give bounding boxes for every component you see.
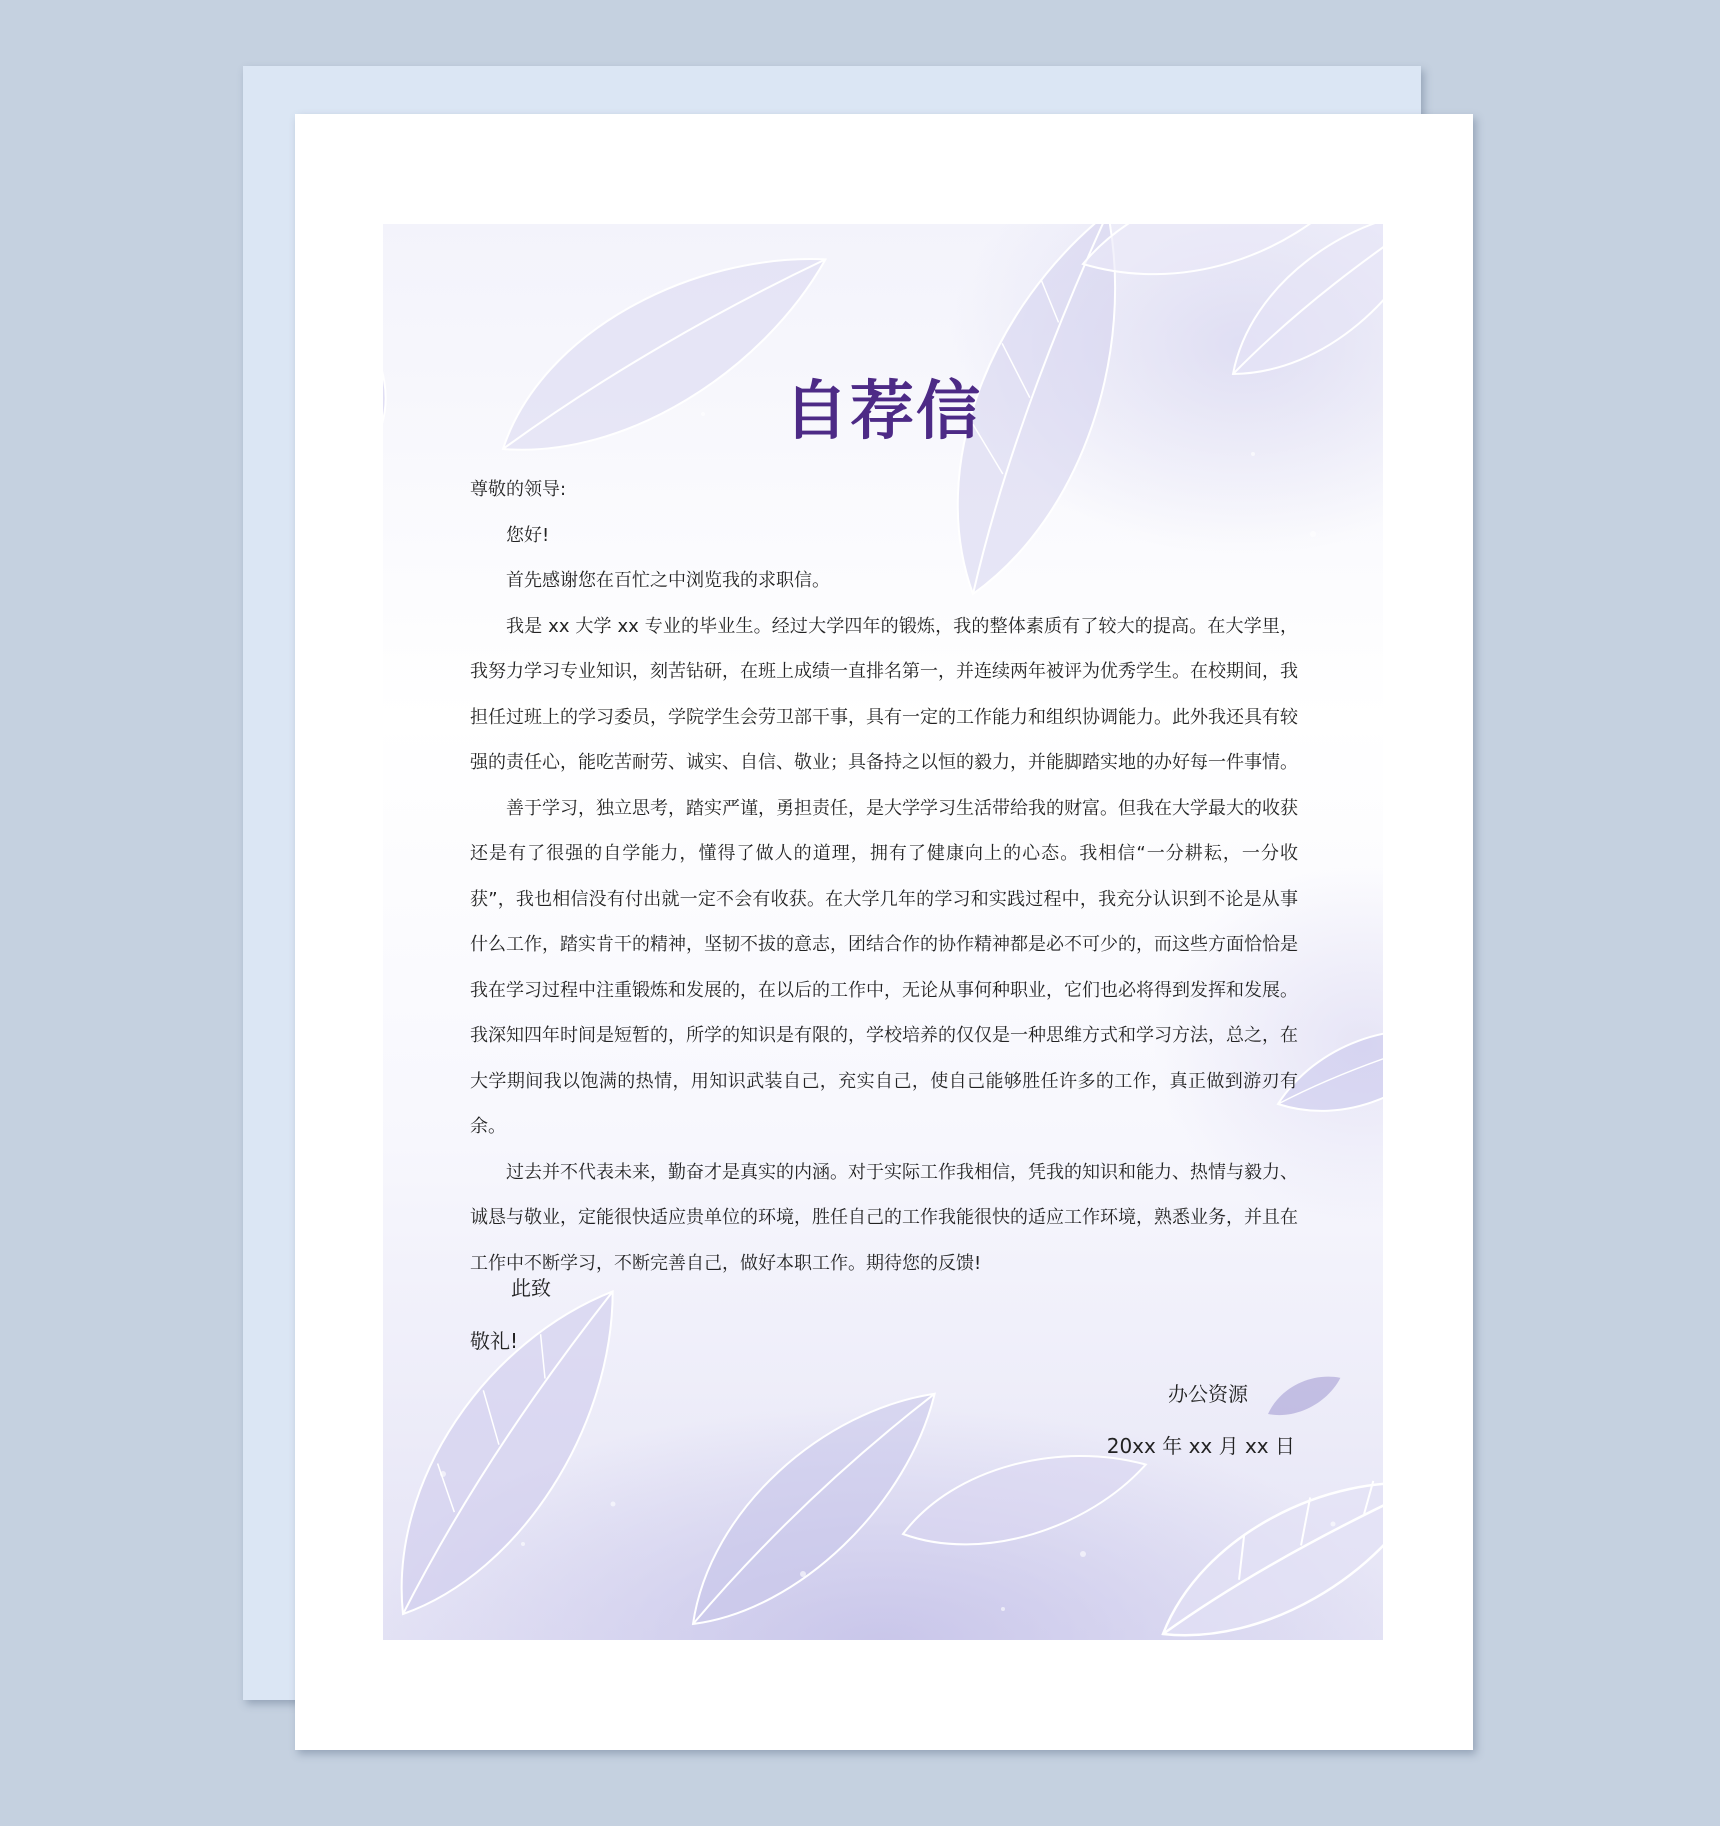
front-sheet: [295, 114, 1473, 1750]
letter-title: 自荐信: [784, 375, 982, 449]
paragraph-1: 首先感谢您在百忙之中浏览我的求职信。: [506, 570, 830, 591]
paragraph-2: 我是 xx 大学 xx 专业的毕业生。经过大学四年的锻炼，我的整体素质有了较大的提高。在大学里，我努力学习专业知识，刻苦钻研，在班上成绩一直排名第一，并连续两年被评为优秀学生。在校期间，我担任过班上的学习委员，学院学生会劳卫部干事，具有一定的工作能力和组织协调能力。此外我还具有较强的责任心，能吃苦耐劳、诚实、自信、敬业；具备持之以恒的毅力，并能脚踏实地的办好每一件事情。: [470, 615, 1298, 773]
closing-salute: 敬礼!: [470, 1329, 519, 1353]
paragraph-3: 善于学习，独立思考，踏实严谨，勇担责任，是大学学习生活带给我的财富。但我在大学最大的收获还是有了很强的自学能力，懂得了做人的道理，拥有了健康向上的心态。我相信“一分耕耘，一分收获”，我也相信没有付出就一定不会有收获。在大学几年的学习和实践过程中，我充分认识到不论是从事什么工作，踏实肯干的精神，坚韧不拔的意志，团结合作的协作精神都是必不可少的，而这些方面恰恰是我在学习过程中注重锻炼和发展的，在以后的工作中，无论从事何种职业，它们也必将得到发挥和发展。我深知四年时间是短暂的，所学的知识是有限的，学校培养的仅仅是一种思维方式和学习方法，总之，在大学期间我以饱满的热情，用知识武装自己，充实自己，使自己能够胜任许多的工作，真正做到游刃有余。: [470, 797, 1298, 1137]
closing-phrase: 此致: [511, 1276, 551, 1300]
greeting: 您好!: [506, 524, 550, 546]
paragraph-4: 过去并不代表未来，勤奋才是真实的内涵。对于实际工作我相信，凭我的知识和能力、热情与毅力、诚恳与敬业，定能很快适应贵单位的环境，胜任自己的工作我能很快的适应工作环境，熟悉业务，并且在工作中不断学习，不断完善自己，做好本职工作。期待您的反馈!: [470, 1161, 1298, 1274]
signature: 办公资源: [1168, 1382, 1248, 1406]
letter-content: [383, 224, 1383, 1640]
letter-paper: [383, 224, 1383, 1640]
letter-body: [470, 467, 1298, 1286]
letter-date: 20xx 年 xx 月 xx 日: [1106, 1434, 1295, 1458]
salutation: 尊敬的领导:: [470, 479, 567, 500]
